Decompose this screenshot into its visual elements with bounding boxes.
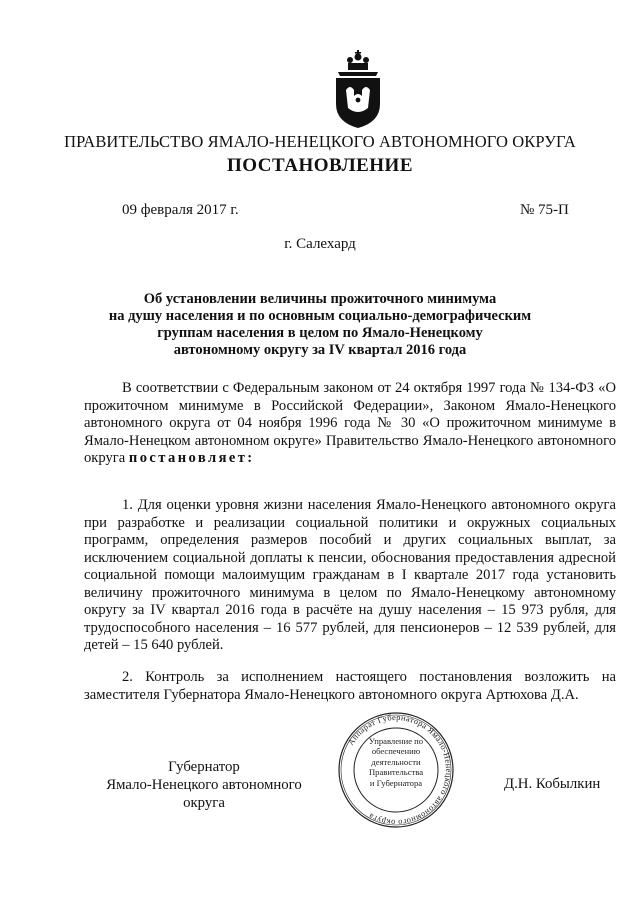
document-heading bbox=[100, 291, 540, 359]
stamp-line: деятельности bbox=[371, 756, 421, 767]
item-2-paragraph: 2. Контроль за исполнением настоящего постановления возложить на заместителя Губернатора Ямало-Ненецкого автономного округа Артюхова Д.А. bbox=[84, 669, 616, 703]
signatory-position-line: Ямало-Ненецкого автономного округа bbox=[106, 777, 302, 811]
heading-line: Об установлении величины прожиточного минимума bbox=[143, 291, 497, 307]
heading-line: автономному округу за IV квартал 2016 года bbox=[173, 342, 467, 358]
stamp-inner-text bbox=[360, 736, 432, 788]
document-date: 09 февраля 2017 г. bbox=[122, 202, 239, 218]
intro-text: В соответствии с Федеральным законом от 24 октября 1997 года № 134-ФЗ «О прожиточном минимуме в Российской Федерации», Законом Ямало-Ненецкого автономного округа от 04 ноября 1996 года № 30 «О прожиточном минимуме в Ямало-Ненецком автономном округе» Правительство Ямало-Ненецкого автономного округа bbox=[84, 380, 616, 466]
stamp-line: и Губернатора bbox=[369, 777, 423, 788]
signatory-name: Д.Н. Кобылкин bbox=[504, 776, 601, 792]
coat-of-arms-icon bbox=[332, 50, 384, 128]
item-1-paragraph: 1. Для оценки уровня жизни населения Ямало-Ненецкого автономного округа при разработке и реализации социальной политики и окружных социальных программ, определения размеров пособий и других социальных выплат, за исключением социальной доплаты к пенсии, обоснования предоставления адресной социальной помощи малоимущим гражданам в I квартале 2017 года установить величину прожиточного минимума в целом по Ямало-Ненецкому автономному округу за IV квартал 2016 года в расчёте на душу населения – 15 973 рубля, для трудоспособного населения – 16 577 рублей, для пенсионеров – 12 539 рублей, для детей – 15 640 рублей. bbox=[84, 497, 616, 653]
heading-line: группам населения в целом по Ямало-Ненецкому bbox=[157, 325, 483, 341]
stamp-line: обеспечению bbox=[371, 746, 421, 757]
stamp-line: Правительства bbox=[368, 767, 424, 778]
intro-paragraph bbox=[84, 380, 616, 468]
stamp-ring-text: Аппарат Губернатора Ямало-Ненецкого автономного округа bbox=[346, 712, 454, 828]
heading-line: на душу населения и по основным социально-демографическим bbox=[108, 308, 532, 324]
document-type: ПОСТАНОВЛЕНИЕ bbox=[226, 155, 414, 176]
intro-action: постановляет: bbox=[128, 450, 255, 466]
organization-title: ПРАВИТЕЛЬСТВО ЯМАЛО-НЕНЕЦКОГО АВТОНОМНОГО ОКРУГА bbox=[64, 132, 576, 151]
document-number: № 75-П bbox=[520, 202, 569, 218]
signatory-position-line: Губернатор bbox=[168, 759, 240, 775]
signatory-position bbox=[84, 758, 324, 812]
stamp-line: Управление по bbox=[368, 736, 424, 746]
document-city: г. Салехард bbox=[284, 236, 356, 252]
